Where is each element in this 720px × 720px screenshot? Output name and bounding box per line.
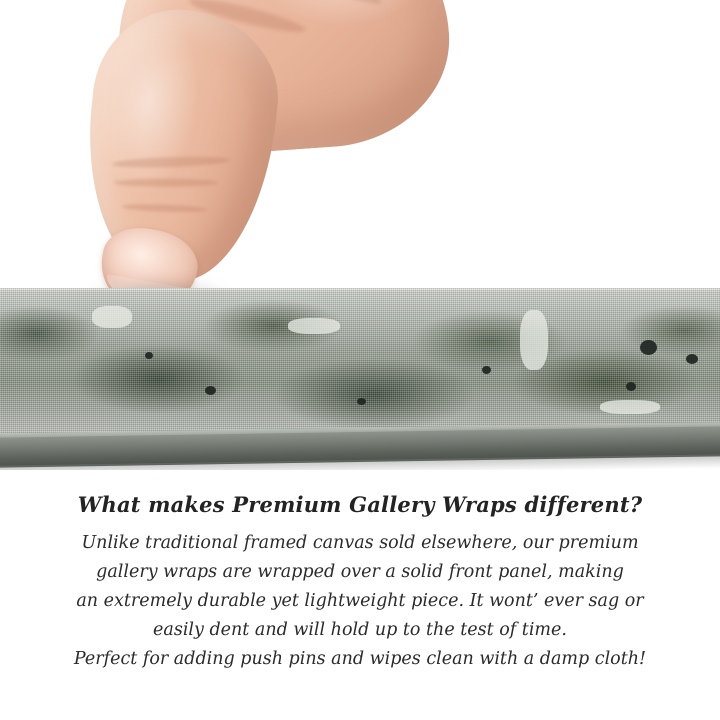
paint-speck (482, 366, 491, 374)
thumb-crease (112, 155, 230, 169)
caption-block (0, 492, 720, 674)
caption-line: gallery wraps are wrapped over a solid front panel, making (96, 562, 624, 582)
caption-line: Unlike traditional framed canvas sold elsewhere, our premium (81, 533, 639, 553)
paint-speck (357, 398, 366, 405)
paint-speck (626, 382, 636, 391)
hand-photo (88, 0, 458, 310)
caption-line: an extremely durable yet lightweight piece. It wont’ ever sag or (76, 591, 644, 611)
thumb-crease (121, 203, 207, 213)
caption-line: Perfect for adding push pins and wipes clean with a damp cloth! (73, 649, 647, 669)
canvas-wrap-edge (0, 288, 720, 440)
thumb (74, 1, 286, 289)
paint-speck (145, 352, 153, 359)
caption-title: What makes Premium Gallery Wraps different? (77, 492, 643, 517)
paint-speck (205, 386, 216, 395)
caption-line: easily dent and will hold up to the test of time. (153, 620, 567, 640)
thumb-crease (114, 179, 218, 187)
paint-speck (640, 340, 657, 355)
paint-highlight (92, 306, 132, 328)
caption-body (0, 529, 720, 674)
paint-highlight (600, 400, 660, 414)
paint-highlight (520, 310, 548, 370)
paint-highlight (288, 318, 340, 334)
knuckle-crease (276, 0, 384, 9)
paint-speck (686, 354, 698, 364)
